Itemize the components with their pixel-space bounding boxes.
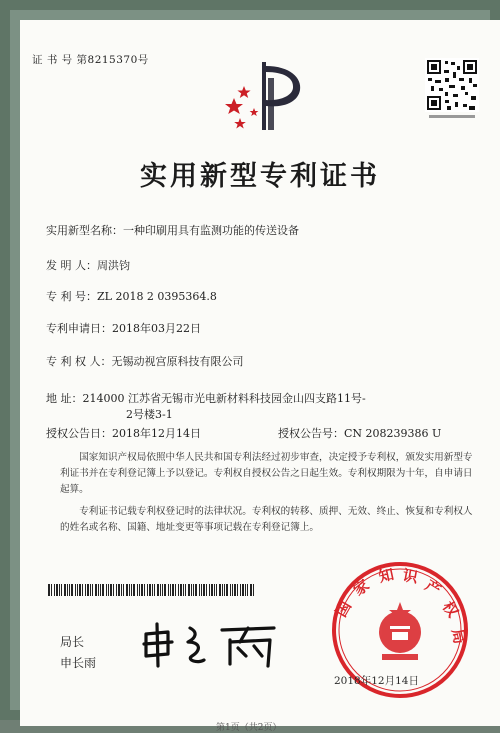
filing-date-value: 2018年03月22日: [112, 322, 201, 335]
barcode-icon: [48, 584, 256, 596]
address-label: 地 址：: [46, 392, 83, 405]
director-name: 申长雨: [60, 656, 97, 670]
svg-text:家: 家: [349, 575, 373, 600]
publication-number-label: 授权公告号：: [278, 427, 344, 440]
address-value-line2: 2号楼3-1: [126, 408, 173, 421]
patent-number-label: 专 利 号：: [46, 290, 97, 303]
inventor-row: [46, 257, 130, 273]
publication-number-value: CN 208239386 U: [344, 427, 442, 440]
patentee-value: 无锡动视宫原科技有限公司: [111, 355, 244, 368]
patent-number-value: ZL 2018 2 0395364.8: [97, 290, 217, 303]
grant-date-value: 2018年12月14日: [112, 427, 201, 440]
filing-date-label: 专利申请日：: [46, 322, 112, 335]
utility-model-name-label: 实用新型名称：: [46, 224, 123, 237]
svg-text:产: 产: [421, 576, 445, 600]
patentee-label: 专 利 权 人：: [46, 355, 112, 368]
svg-text:知: 知: [377, 565, 396, 586]
seal-date: 2018年12月14日: [334, 675, 419, 687]
patentee-row: [46, 353, 244, 369]
certificate-paper: [20, 20, 500, 733]
address-value-line1: 214000 江苏省无锡市光电新材料科技园金山四支路11号-: [82, 392, 366, 405]
certificate-number: 证 书 号 第8215370号: [32, 54, 149, 66]
patent-number-row: [46, 288, 217, 304]
svg-text:识: 识: [401, 566, 420, 587]
inventor-label: 发 明 人：: [46, 259, 97, 272]
qr-code-icon: [425, 58, 479, 120]
address-row: [46, 390, 366, 406]
svg-text:权: 权: [438, 597, 463, 621]
filing-date-row: [46, 320, 201, 336]
utility-model-name-value: 一种印刷用具有监测功能的传送设备: [123, 224, 299, 237]
director-title: 局长: [60, 635, 85, 649]
publication-number-row: [278, 425, 441, 441]
inventor-value: 周洪钧: [97, 259, 130, 272]
svg-text:局: 局: [448, 627, 469, 646]
svg-text:国: 国: [331, 597, 355, 620]
patent-office-emblem-icon: [218, 58, 308, 134]
legal-status-paragraph: 专利证书记载专利权登记时的法律状况。专利权的转移、质押、无效、终止、恢复和专利权人的姓名或名称、国籍、地址变更等事项记载在专利登记簿上。: [60, 506, 473, 533]
utility-model-name-row: [46, 222, 299, 238]
page-indicator: 第1页（共2页）: [216, 723, 282, 733]
grant-date-label: 授权公告日：: [46, 427, 112, 440]
grant-date-row: [46, 425, 201, 441]
director-signature-icon: [138, 620, 288, 670]
grant-statement-paragraph: 国家知识产权局依照中华人民共和国专利法经过初步审查，决定授予专利权，颁发实用新型专利证书并在专利登记簿上予以登记。专利权自授权公告之日起生效。专利权期限为十年，自申请日起算。: [60, 452, 473, 495]
certificate-title: 实用新型专利证书: [140, 161, 380, 192]
